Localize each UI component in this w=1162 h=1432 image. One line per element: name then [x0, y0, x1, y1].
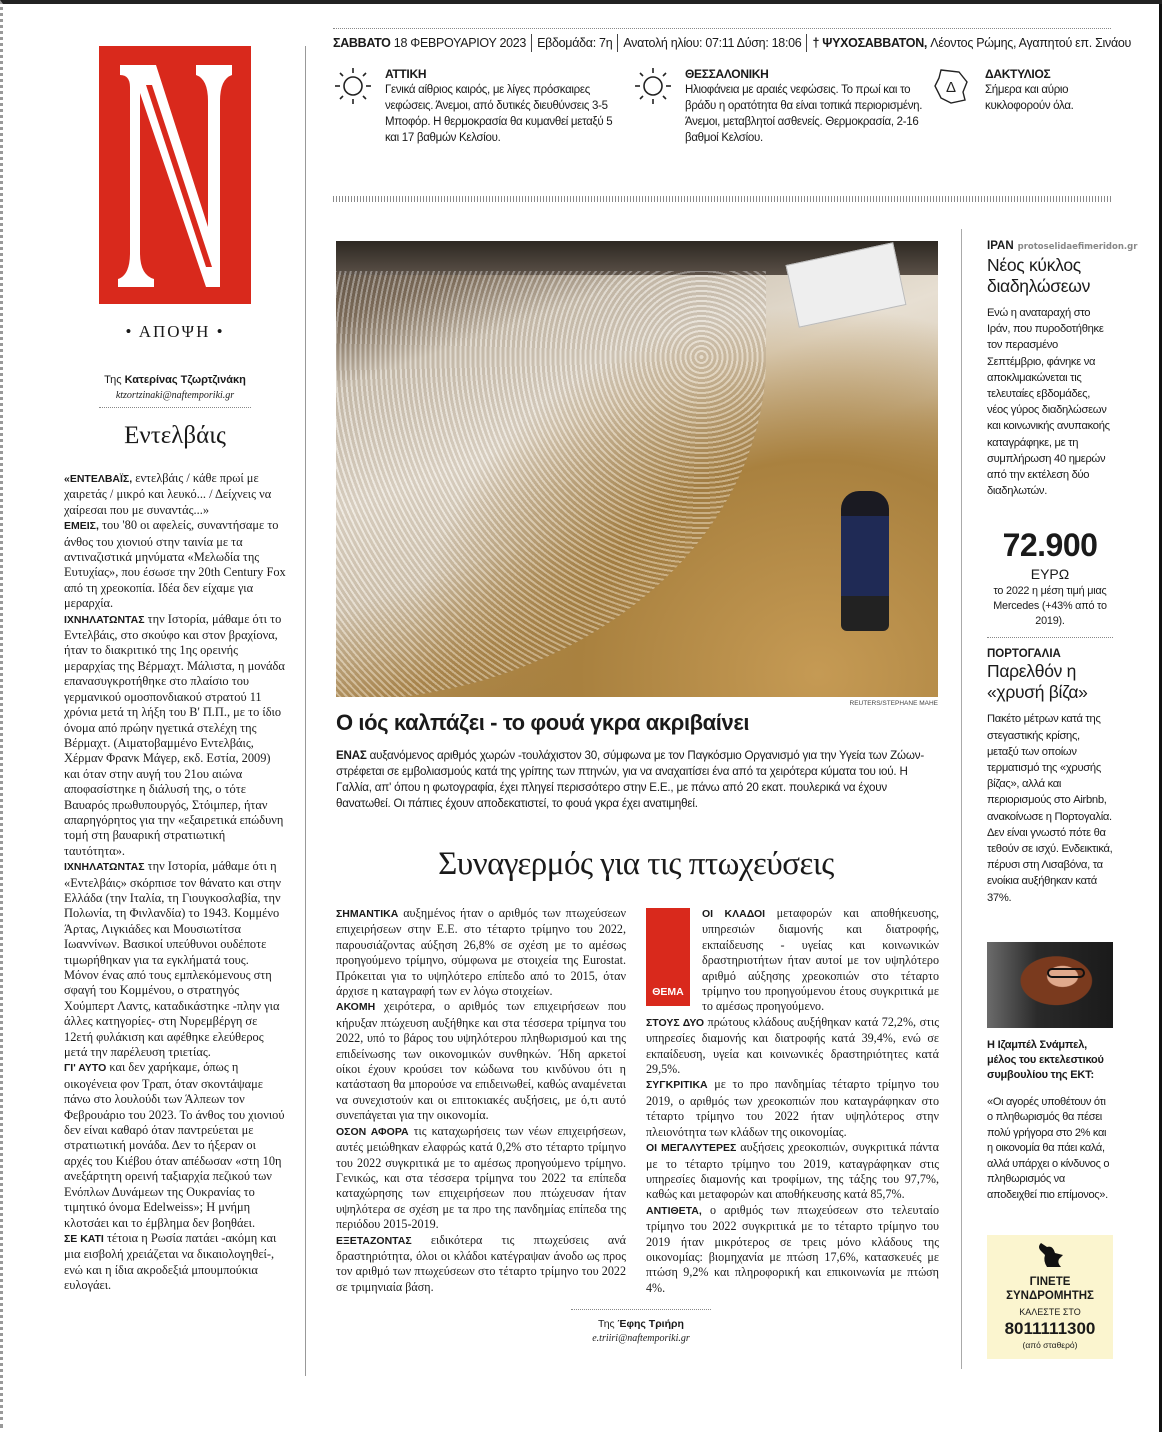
date-row	[333, 34, 1132, 52]
news-photo-duck-farm	[336, 241, 938, 697]
weather-thessaloniki	[633, 66, 923, 146]
article-title: Συναγερμός για τις πτωχεύσεις	[438, 846, 834, 882]
weather-attica	[333, 66, 625, 146]
reader-figure-icon	[1035, 1241, 1065, 1269]
quote-speaker: Η Ιζαμπέλ Σνάμπελ, μέλος του εκτελεστικού συμβουλίου της ΕΚΤ:	[987, 1038, 1104, 1081]
byline-email[interactable]: ktzortzinaki@naftemporiki.gr	[115, 390, 235, 401]
subscribe-phone[interactable]: 8011111300	[1004, 1319, 1096, 1339]
article-byline	[541, 1309, 741, 1344]
opinion-body	[64, 471, 286, 1294]
photo-caption	[336, 748, 938, 812]
brief-headline: Παρελθόν η «χρυσή βίζα»	[987, 661, 1088, 703]
paragraph-text: την Ιστορία, μάθαμε ότι η «Εντελβάις» σκόρπισε τον θάνατο και στην Ελλάδα (την Ιταλία, τη Γιουγκοσλαβία, την Πολωνία, τη Φινλανδία) το 1943. Κομμένο Άρτας, Λιγκιάδες και Μουσιωτίτσα Ιωαννίνων. Βασικοί υπεύθυνοι ουδέποτε τιμωρήθηκαν για τα εγκλήματά τους. Μόνον ένας από τους εμπλεκόμενους στη σφαγή του Κομμένου, ο στρατηγός Χούμπερτ Λαντς, καταδικάστηκε -πλην για άλλες κατηγορίες- στη Νυρεμβέργη σε 12ετή φυλάκιση και αφέθηκε ελεύθερος μετά την παρέλευση τριετίας.	[64, 859, 281, 1060]
paragraph	[64, 1060, 286, 1230]
paragraph-text: πρώτους κλάδους αυξήθηκαν κατά 72,2%, στις υπηρεσίες διαμονής και διατροφής κατά 39,4%, ενώ σε εκπαίδευση, υγεία και κοινωνικές δραστηριότητες κατά 29,5%.	[646, 1014, 939, 1077]
sun-icon	[633, 66, 673, 106]
article-column-2	[646, 906, 939, 1296]
brief-body: Πακέτο μέτρων κατά της στεγαστικής κρίσης, μεταξύ των οποίων τερματισμό της «χρυσής βίζας», αλλά και περιορισμούς στο Airbnb, ανακοίνωσε η Πορτογαλία. Δεν είναι γνωστό πότε θα τεθούν σε ισχύ. Ενδεικτικά, πέρυσι στη Λισαβόνα, τα ενοίκια αυξήθηκαν κατά 37%.	[987, 713, 1113, 904]
weather-title: ΑΤΤΙΚΗ	[385, 67, 427, 81]
paragraph-lead: ΣΕ ΚΑΤΙ	[64, 1232, 104, 1245]
paragraph-lead: ΣΥΓΚΡΙΤΙΚΑ	[646, 1079, 708, 1092]
ring-text: Σήμερα και αύριο κυκλοφορούν όλα.	[985, 84, 1074, 112]
paragraph	[64, 518, 286, 611]
paragraph-text: και δεν χαρήκαμε, όπως η οικογένεια φον Τραπ, όταν σκοντάψαμε πάνω στο λουλούδι των Άλπεων τον Φεβρουάριο του 2023. Το άνθος του χιονιού δεν είναι καθαρό όταν παντρεύεται με στρατιωτική μονάδα. Δεν το ήξεραν οι αρχές του Κιέβου όταν απέδωσαν «στη 10η ανεξάρτητη ορεινή ταξιαρχία πεζικού των Ενόπλων Δυνάμεων της Ουκρανίας το τιμητικό όνομα Edelweiss»; Η μνήμη κλοτσάει και το έμβλημα δεν βοηθάει.	[64, 1060, 285, 1230]
sidebar	[987, 236, 1138, 1359]
weather-text: Γενικά αίθριος καιρός, με λίγες πρόσκαιρες νεφώσεις. Άνεμοι, από δυτικές διευθύνσεις 3-5 Μποφόρ. Η θερμοκρασία θα κυμανθεί μεταξύ 5 και 17 βαθμών Κελσίου.	[385, 84, 613, 144]
paragraph-text: τις καταχωρήσεις των νέων επιχειρήσεων, αυτές μειώθηκαν ελαφρώς κατά 0,2% στο τέταρτο τρίμηνο του 2022 συγκριτικά με το αμέσως προηγούμενο τρίμηνο. Γενικώς, και στα τέσσερα τρίμηνα του 2022 τα επίπεδα καταχώρησης των επιχειρήσεων που πτώχευσαν ήταν υψηλότερα σε σχέση με τα προ της πανδημίας επίπεδα της περιόδου 2015-2019.	[336, 1123, 627, 1232]
day-name: ΣΑΒΒΑΤΟ	[333, 36, 391, 50]
masthead-logo	[99, 46, 251, 304]
date: 18 ΦΕΒΡΟΥΑΡΙΟΥ 2023	[393, 36, 527, 50]
brief-body: Ενώ η αναταραχή στο Ιράν, που πυροδοτήθηκε τον περασμένο Σεπτέμβριο, φάνηκε να αποκλιμακώνεται τις τελευταίες εβδομάδες, νέος γύρος διαδηλώσεων και κοινωνικής ανυπακοής καταγράφηκε, με τη συμπλήρωση 40 ημερών από την εκτέλεση δύο διαδηλωτών.	[987, 307, 1110, 498]
column-divider	[961, 229, 962, 1369]
opinion-title: Εντελβάις	[124, 422, 226, 449]
paragraph-text: αυξημένος ήταν ο αριθμός των πτωχεύσεων επιχειρήσεων στην Ε.Ε. στο τέταρτο τρίμηνο του 2022, παρουσιάζοντας αύξηση 26,8% σε σχέση με το αμέσως προηγούμενο τρίμηνο, σύμφωνα με στοιχεία της Eurostat. Πρόκειται για το υψηλότερο επίπεδο από το 2015, όταν άρχισε η καταγραφή των εν λόγω στοιχείων.	[336, 906, 626, 999]
paragraph-text: του '80 οι αφελείς, συναντήσαμε το άνθος του χιονιού στην ταινία με τα αντιναζιστικά μηνύματα «Μελωδία της Ευτυχίας», που έσωσε την 20th Century Fox από τη χρεοκοπία. Ιδέα δεν είχαμε για μεραρχία.	[64, 518, 286, 611]
brief-kicker: ΙΡΑΝ	[987, 240, 1014, 252]
subscribe-line-2: ΣΥΝΔΡΟΜΗΤΗΣ	[1006, 1290, 1094, 1303]
weather-text: Ηλιοφάνεια με αραιές νεφώσεις. Το πρωί και το βράδυ η ορατότητα θα είναι τοπικά περιορισμένη. Άνεμοι, μεταβλητοί ασθενείς. Θερμοκρασία, 2-16 βαθμοί Κελσίου.	[685, 84, 923, 144]
stat-description: το 2022 η μέση τιμή μιας Mercedes (+43% από το 2019).	[993, 585, 1107, 628]
quote-text: «Οι αγορές υποθέτουν ότι ο πληθωρισμός θα πέσει πολύ γρήγορα στο 2% και η οικονομία θα πάει καλά, αλλά υπάρχει ο κίνδυνος ο πληθωρισμός να αποδειχθεί πιο επίμονος».	[987, 1095, 1110, 1201]
paragraph-text: χειρότερα, ο αριθμός των επιχειρήσεων που κήρυξαν πτώχευση αυξήθηκε και στα τέσσερα τρίμηνα του 2022, υπό το βάρος του υψηλότερου πληθωρισμού και της επιδείνωσης των οικονομικών συνθηκών. Ήδη αρκετοί οίκοι έχουν κρούσει τον κώδωνα του κινδύνου ότι η κατάσταση θα μπορούσε να επιδεινωθεί, καθώς αναμένεται να συνεχιστούν και οι επιτοκιακές αυξήσεις, με ό,τι αυτό συνεπάγεται για την οικονομία.	[336, 999, 626, 1123]
paragraph	[64, 1231, 286, 1294]
weather-title: ΘΕΣΣΑΛΟΝΙΚΗ	[685, 67, 769, 81]
stat-unit: ΕΥΡΩ	[1030, 566, 1070, 583]
paragraph-text: εντελβάις / κάθε πρωί με χαιρετάς / μικρό και λευκό... / Δείχνεις να χαίρεσαι που με συναντάς...»	[64, 471, 272, 517]
paragraph-text: ειδικότερα τις πτωχεύσεις ανά δραστηριότητα, όλοι οι κλάδοι κατέγραψαν άνοδο ως προς τον αριθμό των πτωχεύσεων στο τέταρτο τρίμηνο του 2022 σε τριμηνιαία βάση.	[336, 1232, 626, 1294]
paragraph-lead: «ΕΝΤΕΛΒΑΪΣ,	[64, 473, 133, 485]
topic-tag	[646, 908, 690, 1006]
paragraph-lead: ΑΚΟΜΗ	[336, 1001, 376, 1014]
paragraph	[336, 906, 626, 999]
paragraph	[646, 1077, 939, 1140]
paragraph-text: αυξήσεις χρεοκοπιών, συγκριτικά πάντα με το τέταρτο τρίμηνο του 2019, καταγράφηκαν στις υπηρεσίες διαμονής και τροφίμων, της τάξης του 97,7%, καθώς και μεταφορών και αποθήκευσης κατά 85,7%.	[646, 1140, 939, 1202]
sun-icon	[333, 66, 373, 106]
paragraph-text: την Ιστορία, μάθαμε ότι το Εντελβάις, στο σκούφο και στον βραχίονα, ήταν το διακριτικό της 1ης ορεινής μεραρχίας της Βέρμαχτ. Μάλιστα, η μονάδα επανασυγκροτήθηκε στο πλαίσιο του γερμανικού ομοσπονδιακού στρατού 11 χρόνια μετά τη λήξη του Β' Π.Π., με το ίδιο όνομα από πρώην ηγετικά στελέχη της Βέρμαχτ. (Αιματοβαμμένο Εντελβάις, Χέρμαν Φρανκ Μάγερ, εκδ. Εστία, 2009) και όταν στην αυγή του 21ου αιώνα αποφασίστηκε η διάλυσή της, ο τότε Βαυαρός πρωθυπουργός, Στόιμπερ, ήταν απαρηγόρητος για την «εξαιρετικά επώδυνη τομή στη βαυαρική στρατιωτική ταυτότητα».	[64, 611, 285, 858]
photo-credit: REUTERS/STEPHANE MAHE	[849, 700, 938, 707]
topic-tag-label: ΘΕΜΑ	[652, 985, 684, 998]
byline-author: Έφης Τριήρη	[617, 1318, 684, 1330]
byline-prefix: Της	[598, 1318, 615, 1330]
paragraph-lead: ΙΧΝΗΛΑΤΩΝΤΑΣ	[64, 613, 145, 626]
subscribe-note: (από σταθερό)	[1022, 1340, 1078, 1351]
ring-title: ΔΑΚΤΥΛΙΟΣ	[985, 67, 1051, 81]
column-divider	[305, 46, 306, 1376]
watermark: protoselidaefimeridon.gr	[1017, 242, 1138, 252]
subscribe-call: ΚΑΛΕΣΤΕ ΣΤΟ	[1019, 1307, 1081, 1318]
byline-prefix: Της	[104, 374, 122, 386]
paragraph-lead: ΟΙ ΚΛΑΔΟΙ	[702, 908, 766, 920]
divider	[333, 28, 1111, 29]
paragraph-lead: ΕΞΕΤΑΖΟΝΤΑΣ	[336, 1234, 412, 1247]
brief-portugal	[987, 648, 1113, 905]
brief-kicker: ΠΟΡΤΟΓΑΛΙΑ	[987, 648, 1061, 661]
paragraph	[646, 1203, 939, 1296]
opinion-column	[99, 46, 309, 450]
portrait-photo	[987, 942, 1113, 1028]
divider	[987, 637, 1113, 638]
paragraph	[336, 1233, 626, 1296]
paragraph-lead: ΙΧΝΗΛΑΤΩΝΤΑΣ	[64, 861, 145, 874]
paragraph	[646, 1015, 939, 1078]
paragraph-lead: ΣΗΜΑΝΤΙΚΑ	[336, 908, 399, 920]
paragraph	[64, 859, 286, 1060]
paragraph	[336, 999, 626, 1123]
paragraph-text: τέτοια η Ρωσία πατάει -ακόμη και μια εισβολή χρειάζεται να δικαιολογηθεί-, ενώ και η ίδια ακροδεξιά μπουμπούκια ευλογάει.	[64, 1230, 277, 1293]
weather-row	[333, 66, 1111, 146]
paragraph-lead: ΓΙ' ΑΥΤΟ	[64, 1062, 107, 1075]
paragraph-text: μεταφορών και αποθήκευσης, υπηρεσιών διαμονής και διατροφής, εκπαίδευσης - υγείας και κοινωνικών δραστηριοτήτων ήταν αυτοί με τον υψηλότερο αριθμό αύξησης χρεοκοπιών στο τέταρτο τρίμηνο του προηγούμενου έτους συγκριτικά με το αμέσως προηγούμενο.	[702, 906, 939, 1014]
divider	[571, 1309, 711, 1310]
section-label: • ΑΠΟΨΗ •	[125, 322, 225, 341]
n-logo-icon	[116, 57, 234, 293]
divider	[99, 407, 251, 408]
paragraph-text: με το προ πανδημίας τέταρτο τρίμηνο του 2019, ο αριθμός των χρεοκοπιών που καταγράφηκαν στο τέταρτο τρίμηνο του 2022 ήταν υψηλότερος στην πλειονότητα των κλάδων της οικονομίας.	[646, 1077, 939, 1139]
byline-author: Κατερίνας Τζωρτζινάκη	[124, 374, 246, 386]
saints-names: Λέοντος Ρώμης, Αγαπητού επ. Σινάου	[930, 36, 1132, 50]
week-number: Εβδομάδα: 7η	[537, 36, 613, 50]
saints-label: † ΨΥΧΟΣΑΒΒΑΤΟΝ,	[812, 36, 928, 50]
byline-email[interactable]: e.triiri@naftemporiki.gr	[592, 1333, 690, 1344]
subscribe-line-1: ΓΙΝΕΤΕ	[1029, 1276, 1071, 1289]
opinion-byline	[99, 374, 251, 401]
traffic-ring	[931, 66, 1111, 146]
paragraph-lead: ΕΜΕΙΣ,	[64, 520, 99, 533]
subscribe-box[interactable]	[987, 1235, 1113, 1359]
brief-iran	[987, 236, 1138, 499]
paragraph	[646, 1140, 939, 1203]
stat-box	[987, 527, 1113, 629]
sunrise-sunset: Ανατολή ηλίου: 07:11 Δύση: 18:06	[623, 36, 802, 50]
paragraph	[64, 471, 286, 518]
caption-lead: ΕΝΑΣ	[336, 749, 367, 762]
caption-text: αυξανόμενος αριθμός χωρών -τουλάχιστον 30, σύμφωνα με τον Παγκόσμιο Οργανισμό για την Υγεία των Ζώων- στρέφεται σε εμβολιασμούς κατά της γρίπης των πτηνών, για να αναχαιτίσει ένα από τα χειρότερα κύματα του ιού. Η Γαλλία, απ' όπου η φωτογραφία, έχει πληγεί περισσότερο στην Ε.Ε., με πάνω από 20 εκατ. πουλερικά να έχουν θανατωθεί. Οι πάπιες έχουν αποδεκατιστεί, το φουά γκρα έχει ανατιμηθεί.	[336, 749, 924, 810]
paragraph	[336, 1124, 626, 1233]
ring-zone-icon	[931, 66, 971, 106]
paragraph-lead: ΣΤΟΥΣ ΔΥΟ	[646, 1016, 705, 1029]
article-column-1	[336, 906, 626, 1295]
photo-headline: Ο ιός καλπάζει - το φουά γκρα ακριβαίνει	[336, 710, 750, 735]
info-bar	[333, 28, 1132, 146]
paragraph	[64, 612, 286, 860]
paragraph-lead: ΟΣΟΝ ΑΦΟΡΑ	[336, 1125, 409, 1138]
brief-headline: Νέος κύκλος διαδηλώσεων	[987, 255, 1091, 296]
svg-text:Δ: Δ	[945, 79, 957, 96]
stat-number: 72.900	[1002, 527, 1098, 564]
paragraph-lead: ΟΙ ΜΕΓΑΛΥΤΕΡΕΣ	[646, 1142, 737, 1155]
paragraph-lead: ΑΝΤΙΘΕΤΑ,	[646, 1204, 702, 1217]
divider	[333, 196, 1111, 202]
paragraph-text: ο αριθμός των πτωχεύσεων στο τελευταίο τρίμηνο του 2022 συγκριτικά με το τέταρτο τρίμηνο του 2019 ήταν μικρότερος σε τρεις μόνο κλάδους της οικονομίας: βιομηχανία με πτώση 17,6%, κατασκευές με πτώση 9,2% και πληροφορική και επικοινωνία με πτώση 4%.	[646, 1202, 939, 1295]
